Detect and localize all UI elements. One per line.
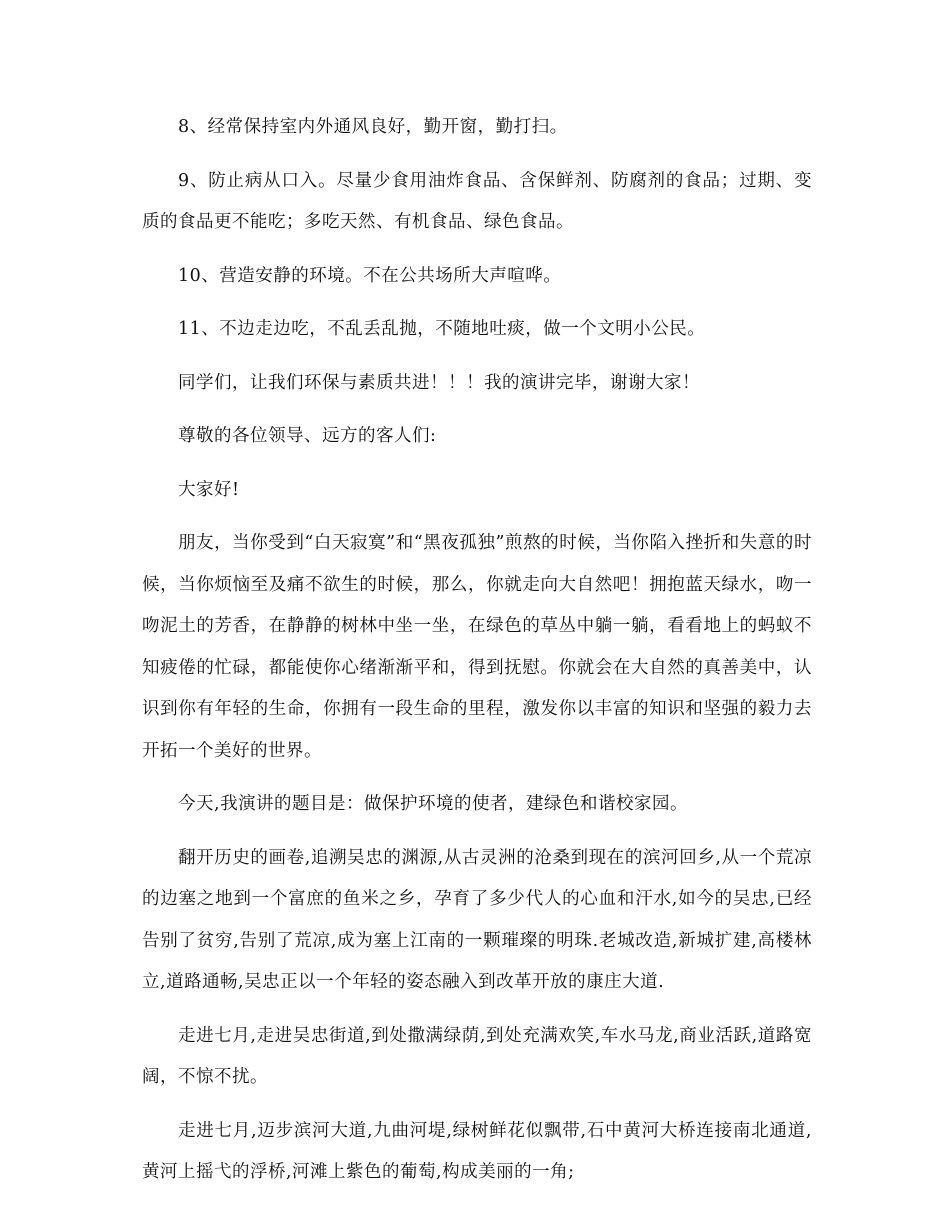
paragraph-nature: 朋友，当你受到“白天寂寞”和“黑夜孤独”煎熬的时候，当你陷入挫折和失意的时候，当你烦恼至及痛不欲生的时候，那么，你就走向大自然吧！拥抱蓝天绿水，吻一吻泥土的芳香，在静静的树林中坐一坐，在绿色的草丛中躺一躺，看看地上的蚂蚁不知疲倦的忙碌，都能使你心绪渐渐平和，得到抚慰。你就会在大自然的真善美中，认识到你有年轻的生命，你拥有一段生命的里程，激发你以丰富的知识和坚强的毅力去开拓一个美好的世界。 — [142, 533, 812, 761]
speech-salutation: 尊敬的各位领导、远方的客人们: — [178, 426, 437, 446]
paragraph-item-9: 9、防止病从口入。尽量少食用油炸食品、含保鲜剂、防腐剂的食品；过期、变质的食品更不能吃；多吃天然、有机食品、绿色食品。 — [142, 170, 812, 232]
paragraph-item-10: 10、营造安静的环境。不在公共场所大声喧哗。 — [178, 265, 562, 286]
document-body — [142, 107, 812, 1206]
greeting: 大家好! — [178, 479, 240, 500]
paragraph-streets: 走进七月,走进吴忠街道,到处撒满绿荫,到处充满欢笑,车水马龙,商业活跃,道路宽阔，不惊不扰。 — [142, 1025, 812, 1087]
paragraph-history: 翻开历史的画卷,追溯吴忠的渊源,从古灵洲的沧桑到现在的滨河回乡,从一个荒凉的边塞之地到一个富庶的鱼米之乡，孕育了多少代人的心血和汗水,如今的吴忠,已经告别了贫穷,告别了荒凉,成为塞上江南的一颗璀璨的明珠.老城改造,新城扩建,高楼林立,道路通畅,吴忠正以一个年轻的姿态融入到改革开放的康庄大道. — [142, 847, 812, 992]
paragraph-item-8: 8、经常保持室内外通风良好，勤开窗，勤打扫。 — [178, 117, 568, 137]
closing-remark: 同学们，让我们环保与素质共进！！！我的演讲完毕，谢谢大家！ — [178, 372, 700, 393]
paragraph-item-11: 11、不边走边吃，不乱丢乱抛，不随地吐痰，做一个文明小公民。 — [178, 319, 706, 339]
paragraph-riverside: 走进七月,迈步滨河大道,九曲河堤,绿树鲜花似飘带,石中黄河大桥连接南北通道,黄河上摇弋的浮桥,河滩上紫色的葡萄,构成美丽的一角; — [142, 1120, 812, 1182]
speech-topic: 今天,我演讲的题目是：做保护环境的使者，建绿色和谐校家园。 — [178, 794, 689, 814]
